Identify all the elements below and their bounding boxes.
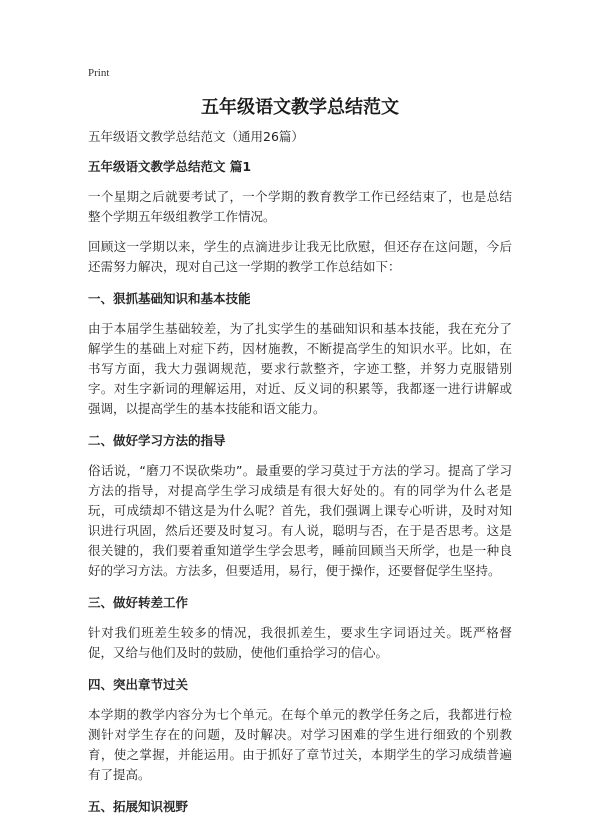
document-subtitle: 五年级语文教学总结范文（通用26篇） xyxy=(88,129,304,144)
section-title: 五年级语文教学总结范文 篇1 xyxy=(88,159,252,174)
page-title: 五年级语文教学总结范文 xyxy=(201,97,399,118)
part-paragraph: 针对我们班差生较多的情况，我很抓差生，要求生字词语过关。既严格督促，又给与他们及时的鼓励，使他们重拾学习的信心。 xyxy=(88,625,512,660)
part-heading: 三、做好转差工作 xyxy=(88,595,189,610)
part-heading: 一、狠抓基础知识和基本技能 xyxy=(88,291,251,306)
intro-paragraph: 一个星期之后就要考试了，一个学期的教育教学工作已经结束了，也是总结整个学期五年级组教学工作情况。 xyxy=(88,189,512,224)
part-heading: 二、做好学习方法的指导 xyxy=(88,433,226,448)
part-paragraph: 由于本届学生基础较差，为了扎实学生的基础知识和基本技能，我在充分了解学生的基础上对症下药，因材施教，不断提高学生的知识水平。比如，在书写方面，我大力强调规范，要求行款整齐，字迹工整，并努力克服错别字。对生字新词的理解运用，对近、反义词的积累等，我都逐一进行讲解或强调，以提高学生的基本技能和语文能力。 xyxy=(88,321,512,416)
part-heading: 五、拓展知识视野 xyxy=(88,799,189,814)
part-heading: 四、突出章节过关 xyxy=(88,677,189,692)
intro-paragraph: 回顾这一学期以来，学生的点滴进步让我无比欣慰，但还存在这问题，今后还需努力解决，现对自己这一学期的教学工作总结如下： xyxy=(88,239,512,274)
part-paragraph: 俗话说，“磨刀不误砍柴功”。最重要的学习莫过于方法的学习。提高了学习方法的指导，对提高学生学习成绩是有很大好处的。有的同学为什么老是玩，可成绩却不错这是为什么呢？首先，我们强调上课专心听讲，及时对知识进行巩固，然后还要及时复习。有人说，聪明与否，在于是否思考。这是很关键的，我们要着重知道学生学会思考，睡前回顾当天所学，也是一种良好的学习方法。方法多，但要适用，易行，便于操作，还要督促学生坚持。 xyxy=(88,463,512,578)
part-paragraph: 本学期的教学内容分为七个单元。在每个单元的教学任务之后，我都进行检测针对学生存在的问题，及时解决。对学习困难的学生进行细致的个别教育，使之掌握，并能运用。由于抓好了章节过关，本期学生的学习成绩普遍有了提高。 xyxy=(88,707,512,782)
print-label[interactable]: Print xyxy=(88,67,110,79)
